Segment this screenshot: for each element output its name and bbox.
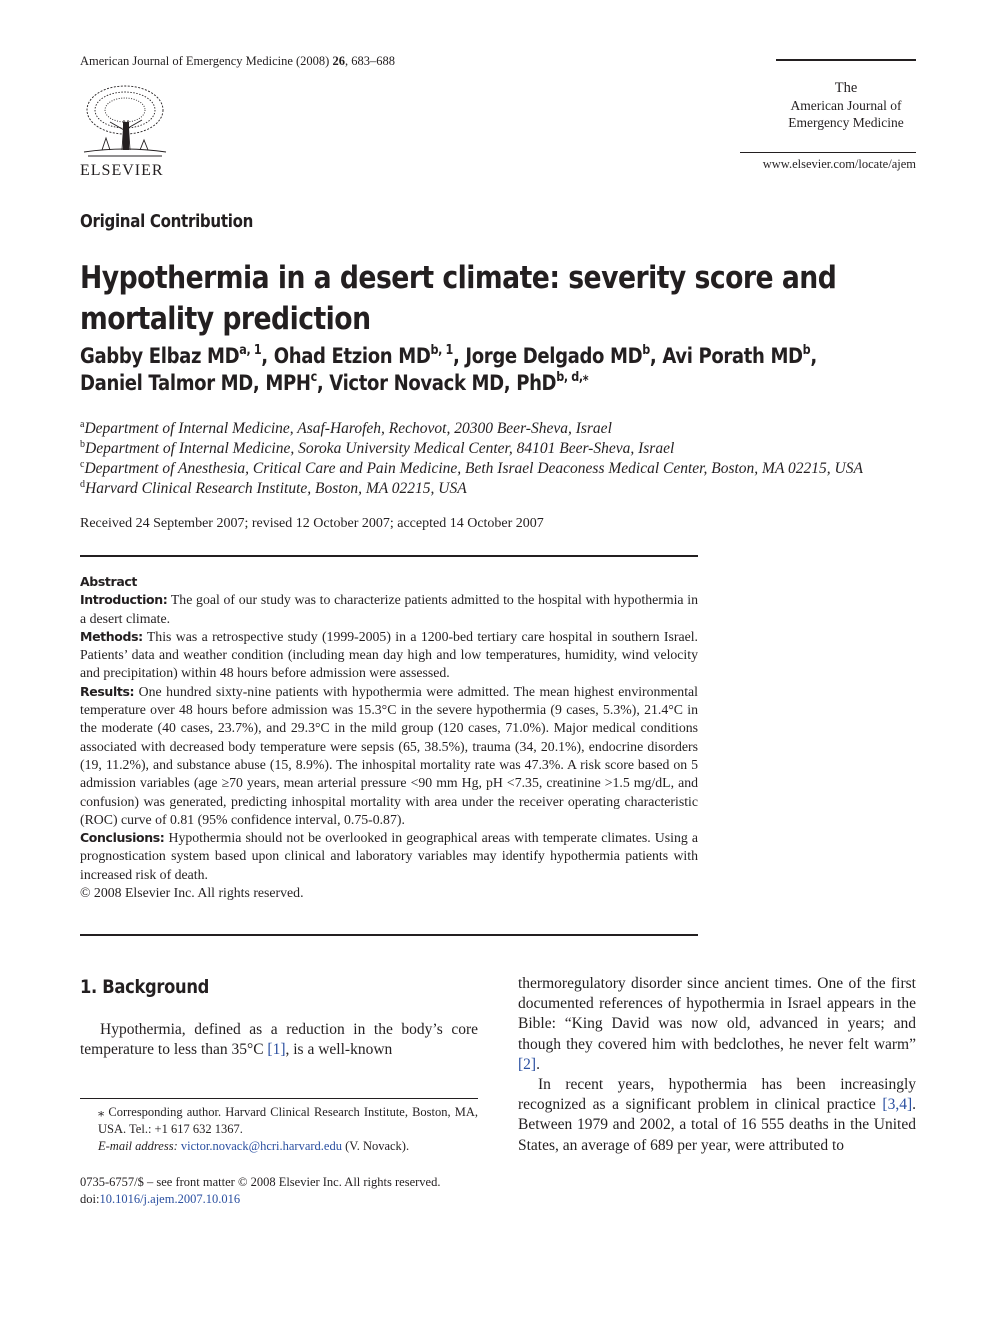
abstract-conclusions: Conclusions: Hypothermia should not be overlooked in geographical areas with temperate climates. Using a prognostication system based upon clinical and laboratory variables may identify hypothermia patients with increased risk of death. <box>80 830 698 882</box>
author-list: Gabby Elbaz MD$^{a, 1}$, Ohad Etzion MD$^{b, 1}$, Jorge Delgado $MD^b$, Avi Porath $MD^b$, Daniel Talmor MD, MPH$^c$, Victor Novack MD, PhD$^{b, d,⁎}$ <box>80 343 817 395</box>
body-right-column <box>518 974 916 1156</box>
author[interactable]: Victor Novack MD, PhD$^{b, d,⁎}$ <box>329 370 589 395</box>
affiliations <box>80 419 920 499</box>
abstract-rule-top <box>80 555 698 557</box>
abstract <box>80 573 698 902</box>
corresponding-author-footnote: ⁎ Corresponding author. Harvard Clinical Research Institute, Boston, MA, USA. Tel.: +1 617 632 1367. E-mail address: victor.novack@hcri.harvard.edu (V. Novack). <box>98 1105 478 1153</box>
elsevier-logo <box>80 82 172 180</box>
section-heading: 1. Background <box>80 976 209 998</box>
journal-url[interactable]: www.elsevier.com/locate/ajem <box>762 157 916 171</box>
footnote-rule <box>80 1098 478 1099</box>
author[interactable]: Gabby Elbaz MD$^{a, 1}$ <box>80 343 262 368</box>
body-paragraph: In recent years, hypothermia has been increasingly recognized as a significant problem in clinical practice [3,4]. Between 1979 and 2002, a total of 16 555 deaths in the United States, an average of 689 per year, were attributed to <box>518 1076 916 1154</box>
citation-link[interactable]: [1] <box>267 1041 286 1059</box>
journal-citation: American Journal of Emergency Medicine (2008) 26, 683–688 <box>80 54 395 68</box>
abstract-introduction: Introduction: The goal of our study was to characterize patients admitted to the hospital with hypothermia in a desert climate. <box>80 592 698 626</box>
abstract-methods: Methods: This was a retrospective study (1999-2005) in a 1200-bed tertiary care hospital in southern Israel. Patients’ data and weather condition (including mean day high and low temperatures, humidity, wind velocity and precipitation) within 48 hours before admission were assessed. <box>80 628 698 681</box>
abstract-results: Results: One hundred sixty-nine patients with hypothermia were admitted. The mean highest environmental temperature over 48 hours before admission was 15.3°C in the severe hypothermia (9 cases, 5.3%), 21.4°C in the moderate (40 cases, 23.7%), and 29.3°C in the mild group (120 cases, 71.0%). Major medical conditions associated with decreased body temperature were sepsis (65, 38.5%), trauma (34, 20.1%), endocrine disorders (19, 11.2%), and substance abuse (15, 8.9%). The inhospital mortality rate was 47.3%. A risk score based on 5 admission variables (age ≥70 years, mean arterial pressure <90 mm Hg, pH <7.35, creatinine >1.5 mg/dL, and confusion) was generated, predicting inhospital mortality with area under the receiver operating characteristic (ROC) curve of 0.81 (95% confidence interval, 0.75-0.87). <box>80 683 698 827</box>
article-type: Original Contribution <box>80 212 254 232</box>
author[interactable]: Avi Porath $MD^b$ <box>662 343 811 368</box>
email-link[interactable]: victor.novack@hcri.harvard.edu <box>180 1139 342 1153</box>
citation-link[interactable]: [3,4] <box>882 1096 913 1114</box>
abstract-copyright: © 2008 Elsevier Inc. All rights reserved. <box>80 885 304 901</box>
author[interactable]: Jorge Delgado $MD^b$ <box>465 343 650 368</box>
issn-doi-block <box>80 1174 478 1208</box>
publisher-wordmark: ELSEVIER <box>80 162 164 179</box>
body-left-column: Hypothermia, defined as a reduction in the body’s core temperature to less than 35°C [1], is a well-known <box>80 1021 478 1059</box>
author[interactable]: Ohad Etzion MD$^{b, 1}$ <box>273 343 453 368</box>
elsevier-tree-icon <box>80 82 170 160</box>
article-dates: Received 24 September 2007; revised 12 October 2007; accepted 14 October 2007 <box>80 516 544 531</box>
affiliation: $^b$Department of Internal Medicine, Soroka University Medical Center, 84101 Beer-Sheva, Israel <box>80 439 675 457</box>
header-rule <box>776 59 916 61</box>
doi-link[interactable]: 10.1016/j.ajem.2007.10.016 <box>99 1192 241 1206</box>
journal-name: The American Journal of Emergency Medicine <box>788 80 904 130</box>
issn-line: 0735-6757/$ – see front matter © 2008 Elsevier Inc. All rights reserved. <box>80 1175 441 1189</box>
abstract-rule-bottom <box>80 934 698 936</box>
header-divider <box>740 152 916 153</box>
affiliation: $^d$Harvard Clinical Research Institute, Boston, MA 02215, USA <box>80 479 467 497</box>
author[interactable]: Daniel Talmor MD, MPH$^c$ <box>80 370 317 395</box>
body-paragraph: thermoregulatory disorder since ancient times. One of the first documented references of hypothermia in Israel appears in the Bible: “King David was now old, advanced in years; and though they covered him with bedclothes, he never felt warm” [2]. <box>518 975 916 1073</box>
article-title: Hypothermia in a desert climate: severity score and mortality prediction <box>80 260 837 337</box>
doi-line: doi:10.1016/j.ajem.2007.10.016 <box>80 1192 241 1206</box>
affiliation: $^c$Department of Anesthesia, Critical Care and Pain Medicine, Beth Israel Deaconess Medical Center, Boston, MA 02215, USA <box>80 459 863 477</box>
affiliation: $^a$Department of Internal Medicine, Asaf-Harofeh, Rechovot, 20300 Beer-Sheva, Israel <box>80 419 612 437</box>
citation-link[interactable]: [2] <box>518 1055 537 1073</box>
abstract-heading: Abstract <box>80 574 138 589</box>
